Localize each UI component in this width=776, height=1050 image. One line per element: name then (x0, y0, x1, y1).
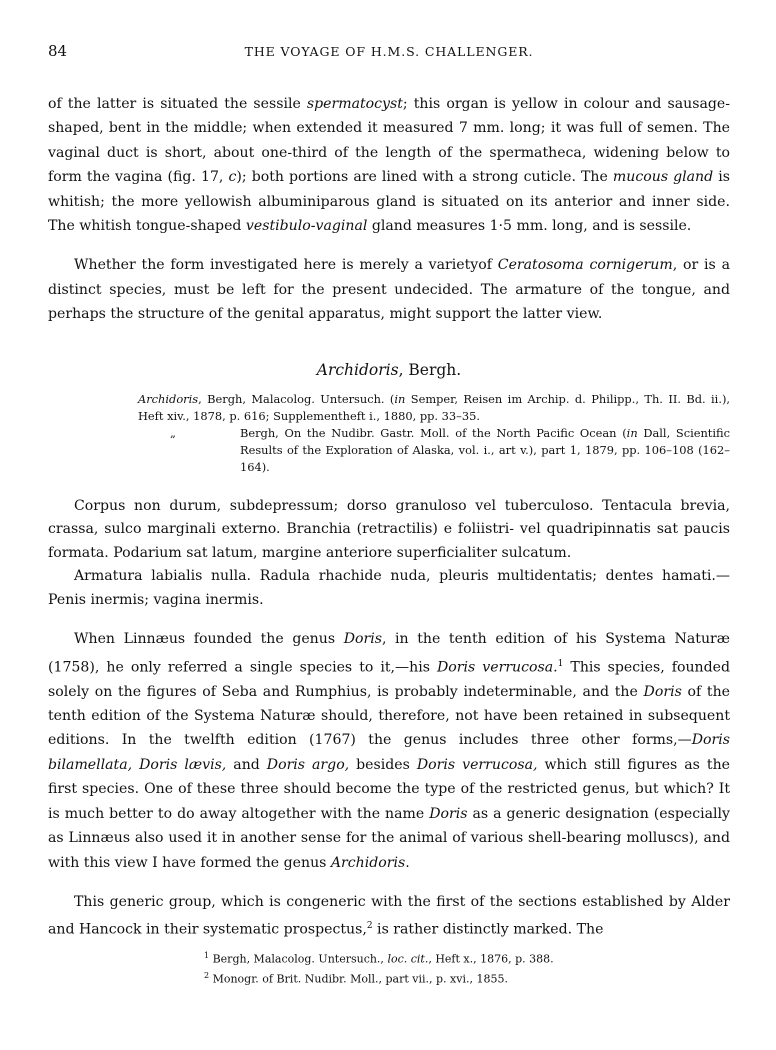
synonymy-entry: „ Bergh, On the Nudibr. Gastr. Moll. of the North Pacific Ocean (in Dall, Scientific Results of the Exploration of Alaska, vol. i., art v.), part 1, 1879, pp. 106–108 (162–164). (170, 426, 730, 475)
paragraph-linnaeus-history: When Linnæus founded the genus Doris, in the tenth edition of his Systema Naturæ (1758), he only referred a single species to it,—his Doris verrucosa.$^1$ This species, founded solely on the figures of Seba and Rumphius, is probably indeterminable, and the Doris of the tenth edition of the Systema Naturæ should, therefore, not have been retained in subsequent editions. In the twelfth edition (1767) the genus includes three other forms,—Doris bilamellata, Doris lævis, and Doris argo, besides Doris verrucosa, which still figures as the first species. One of these three should become the type of the restricted genus, but which? It is much better to do away altogether with the name Doris as a generic designation (especially as Linnæus also used it in another sense for the animal of various shell-bearing molluscs), and with this view I have formed the genus Archidoris. (48, 631, 731, 871)
footnotes (48, 948, 730, 986)
footnote-ref[interactable]: 1 (557, 658, 564, 669)
synonymy-block (48, 391, 730, 477)
genus-author: , Bergh. (398, 360, 462, 379)
genus-name: Archidoris (316, 360, 399, 379)
footnote-ref[interactable]: 2 (366, 921, 373, 932)
diagnosis-paragraph: Corpus non durum, subdepressum; dorso granuloso vel tuberculoso. Tentacula brevia, crassa, sulco marginali externo. Branchia (retractilis) e foliistri- vel quadripinnatis sat paucis formata. Podarium sat latum, margine anteriore superficialiter sulcatum. (48, 497, 730, 561)
running-title: THE VOYAGE OF H.M.S. CHALLENGER. (244, 44, 534, 59)
paragraph-species-question: Whether the form investigated here is merely a varietyof Ceratosoma cornigerum, or is a distinct species, must be left for the present undecided. The armature of the tongue, and perhaps the structure of the genital apparatus, might support the latter view. (48, 257, 730, 323)
genus-heading (48, 361, 730, 379)
ditto-mark: „ (170, 426, 176, 441)
diagnosis-paragraph: Armatura labialis nulla. Radula rhachide nuda, pleuris multidentatis; dentes hamati.—Penis inermis; vagina inermis. (48, 568, 730, 608)
page-header (48, 42, 730, 64)
page-number: 84 (48, 42, 68, 60)
paragraph-genital-anatomy: of the latter is situated the sessile spermatocyst; this organ is yellow in colour and sausage-shaped, bent in the middle; when extended it measured 7 mm. long; it was full of semen. The vaginal duct is short, about one-third of the length of the spermatheca, widening below to form the vagina (fig. 17, c); both portions are lined with a strong cuticle. The mucous gland is whitish; the more yellowish albuminiparous gland is situated on its anterior and inner side. The whitish tongue-shaped vestibulo-vaginal gland measures 1·5 mm. long, and is sessile. (48, 96, 730, 235)
footnote-1: $^1$ Bergh, Malacolog. Untersuch., loc. cit., Heft x., 1876, p. 388. (204, 951, 554, 967)
paragraph-generic-group: This generic group, which is congeneric with the first of the sections established by Alder and Hancock in their systematic prospectus,$^2$ is rather distinctly marked. The (48, 893, 730, 939)
synonymy-entry: Archidoris, Bergh, Malacolog. Untersuch. (in Semper, Reisen im Archip. d. Philipp., Th. II. Bd. ii.), Heft xiv., 1878, p. 616; Supplementheft i., 1880, pp. 33–35. (138, 391, 731, 423)
latin-diagnosis (48, 495, 730, 613)
footnote-2: $^2$ Monogr. of Brit. Nudibr. Moll., part vii., p. xvi., 1855. (204, 970, 508, 986)
page (48, 42, 730, 987)
